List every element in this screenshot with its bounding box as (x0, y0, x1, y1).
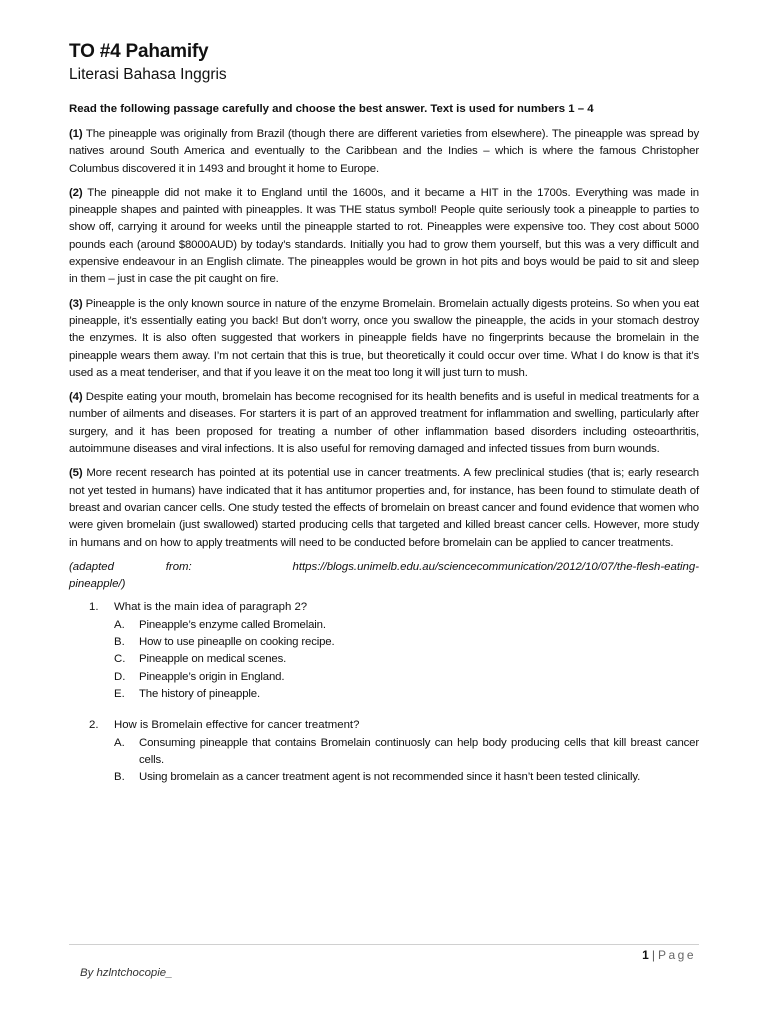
option-text: Pineapple’s enzyme called Bromelain. (139, 618, 326, 631)
paragraph-number: (5) (69, 467, 83, 480)
paragraph-2 (69, 185, 699, 289)
paragraph-text: Despite eating your mouth, bromelain has become recognised for its health benefits and is useful in medical treatments for a number of ailments and diseases. For starters it is part of an approved treatment for inflammation and swelling, particularly after surgery, and it has been proposed for treating a number of other inflammation based disorders including osteoarthritis, autoimmune diseases and viral infections. It is also useful for removing damaged and infected tissues from burn wounds. (69, 391, 699, 456)
answer-option (69, 686, 699, 703)
question-number: 1. (89, 601, 99, 614)
paragraph-4 (69, 389, 699, 458)
page-number (642, 948, 696, 962)
option-text: Pineapple on medical scenes. (139, 653, 287, 666)
answer-option (69, 617, 699, 634)
question-list (69, 599, 699, 786)
question-number: 2. (89, 719, 99, 732)
option-text: Consuming pineapple that contains Bromelain continuosly can help body producing cells that kill breast cancer cells. (139, 736, 699, 766)
paragraph-number: (3) (69, 297, 83, 310)
option-letter: D. (114, 670, 126, 683)
answer-option (69, 669, 699, 686)
option-letter: A. (114, 736, 125, 749)
paragraph-text: More recent research has pointed at its potential use in cancer treatments. A few preclinical studies (that is; early research not yet tested in humans) have indicated that it has antitumor properties and, for instance, has been found to stimulate death of breast and ovarian cancer cells. One study tested the effects of bromelain on breast cancer and found evidence that women who were given bromelain (just swallowed) started producing cells that targeted and killed breast cancer cells. However, more study in humans and on how to apply treatments will need to be conducted before bromelain can be applied to cancer treatments. (69, 467, 699, 549)
author-byline: By hzlntchocopie_ (80, 967, 173, 979)
answer-option (69, 634, 699, 651)
page-word: Page (657, 948, 696, 962)
question-2 (69, 717, 699, 786)
document-page (69, 40, 699, 800)
paragraph-3 (69, 296, 699, 382)
document-title: TO #4 Pahamify (69, 41, 209, 62)
paragraph-text: The pineapple did not make it to England until the 1600s, and it became a HIT in the 1700s. Everything was made in pineapple shapes and painted with pineapples. It was THE status symbol! People quite seriously took a pineapple to parties to show off, carrying it around for weeks until the pineapple started to rot. Pineapples were expensive too. They cost about 5000 pounds each (around $8000AUD) by today’s standards. Initially you had to grow them yourself, but this was a very difficult and expensive endeavour in an English climate. The pineapples would be grown in hot pits and boys would be paid to sit and sleep in them – just in case the pit caught on fire. (69, 186, 699, 286)
paragraph-number: (4) (69, 391, 83, 404)
source-from: from: (165, 560, 192, 573)
paragraph-1 (69, 126, 699, 178)
page-number-separator: | (651, 948, 655, 962)
answer-option (69, 769, 699, 786)
option-text: The history of pineapple. (139, 687, 260, 700)
source-label: (adapted (69, 560, 114, 573)
footer-divider (69, 944, 699, 945)
option-letter: C. (114, 653, 126, 666)
option-text: Using bromelain as a cancer treatment agent is not recommended since it hasn’t been tested clinically. (139, 771, 641, 784)
paragraph-number: (2) (69, 186, 83, 199)
paragraph-5 (69, 465, 699, 551)
paragraph-text: Pineapple is the only known source in nature of the enzyme Bromelain. Bromelain actually digests proteins. So when you eat pineapple, it’s essentially eating you back! But don’t worry, once you swallow the pineapple, the acids in your stomach destroy the enzymes. It is also often suggested that workers in pineapple fields have no fingerprints because the bromelain in the pineapple wears them away. I’m not certain that this is true, but theoretically it could occur over time. What I do know is that it’s used as a meat tenderiser, and that if you leave it on the meat too long it will just turn to mush. (69, 297, 699, 379)
document-subtitle: Literasi Bahasa Inggris (69, 66, 227, 83)
option-letter: E. (114, 687, 125, 700)
option-letter: B. (114, 771, 125, 784)
option-text: Pineapple’s origin in England. (139, 670, 285, 683)
instruction-text: Read the following passage carefully and choose the best answer. Text is used for numbers 1 – 4 (69, 103, 594, 115)
option-letter: A. (114, 618, 125, 631)
option-text: How to use pineaplle on cooking recipe. (139, 636, 335, 649)
source-url: https://blogs.unimelb.edu.au/sciencecommunication/2012/10/07/the-flesh-eating-pineapple/) (69, 560, 700, 591)
source-citation (69, 559, 699, 594)
question-1 (69, 599, 699, 703)
paragraph-text: The pineapple was originally from Brazil (though there are different varieties from elsewhere). The pineapple was spread by natives around South America and eventually to the Caribbean and the Indies – which is where the famous Christopher Columbus discovered it in 1493 and brought it home to Europe. (69, 128, 699, 175)
answer-option (69, 735, 699, 770)
page-number-value: 1 (642, 948, 649, 962)
question-text: How is Bromelain effective for cancer treatment? (114, 719, 360, 732)
answer-option (69, 651, 699, 668)
question-text: What is the main idea of paragraph 2? (114, 601, 308, 614)
paragraph-number: (1) (69, 128, 83, 140)
option-letter: B. (114, 636, 125, 649)
